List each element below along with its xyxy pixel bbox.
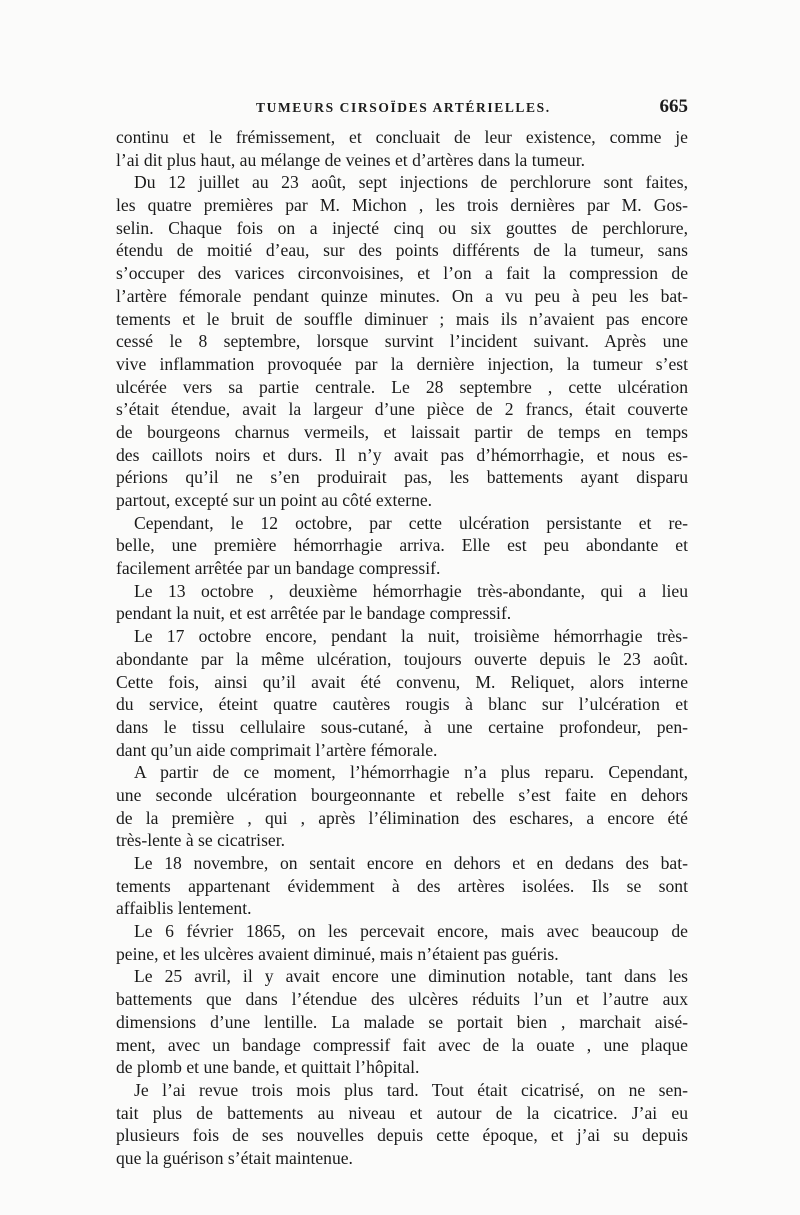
text-line: Le 25 avril, il y avait encore une diminution notable, tant dans les <box>134 966 688 987</box>
text-line: périons qu’il ne s’en produirait pas, les battements ayant disparu <box>116 467 688 488</box>
text-line: que la guérison s’était maintenue. <box>116 1147 353 1168</box>
text-line: les quatre premières par M. Michon , les trois dernières par M. Gos- <box>116 195 688 216</box>
text-line: continu et le frémissement, et concluait de leur existence, comme je <box>116 127 688 147</box>
text-line: des caillots noirs et durs. Il n’y avait pas d’hémorrhagie, et nous es- <box>116 444 688 465</box>
text-line: étendu de moitié d’eau, sur des points différents de la tumeur, sans <box>116 240 688 261</box>
text-line: Le 6 février 1865, on les percevait encore, mais avec beaucoup de <box>134 921 688 942</box>
text-line: affaiblis lentement. <box>116 898 252 919</box>
text-line: une seconde ulcération bourgeonnante et rebelle s’est faite en dehors <box>116 784 688 805</box>
text-line: Le 13 octobre , deuxième hémorrhagie très-abondante, qui a lieu <box>134 580 688 601</box>
text-line: Le 18 novembre, on sentait encore en dehors et en dedans des bat- <box>134 853 688 873</box>
text-line: très-lente à se cicatriser. <box>116 830 286 851</box>
text-line: Le 17 octobre encore, pendant la nuit, troisième hémorrhagie très- <box>134 626 688 647</box>
text-line: belle, une première hémorrhagie arriva. Elle est peu abondante et <box>116 535 688 556</box>
text-line: facilement arrêtée par un bandage compressif. <box>116 558 441 579</box>
text-line: s’était étendue, avait la largeur d’une pièce de 2 francs, était couverte <box>116 399 688 420</box>
text-line: Cette fois, ainsi qu’il avait été convenu, M. Reliquet, alors interne <box>116 671 688 692</box>
text-line: dant qu’un aide comprimait l’artère fémorale. <box>116 739 438 760</box>
text-line: A partir de ce moment, l’hémorrhagie n’a plus reparu. Cependant, <box>134 762 688 783</box>
text-line: dimensions d’une lentille. La malade se portait bien , marchait aisé- <box>116 1011 688 1032</box>
text-line: de bourgeons charnus vermeils, et laissait partir de temps en temps <box>116 421 688 442</box>
text-line: abondante par la même ulcération, toujours ouverte depuis le 23 août. <box>116 648 688 669</box>
text-line: tements et le bruit de souffle diminuer ; mais ils n’avaient pas encore <box>116 308 688 329</box>
text-line: plusieurs fois de ses nouvelles depuis cette époque, et j’ai su depuis <box>116 1125 688 1146</box>
text-line: l’artère fémorale pendant quinze minutes. On a vu peu à peu les bat- <box>116 285 688 306</box>
text-line: Du 12 juillet au 23 août, sept injections de perchlorure sont faites, <box>134 172 688 193</box>
running-title: TUMEURS CIRSOÏDES ARTÉRIELLES. <box>256 100 551 115</box>
text-line: cessé le 8 septembre, lorsque survint l’incident suivant. Après une <box>116 331 688 352</box>
text-line: tements appartenant évidemment à des artères isolées. Ils se sont <box>116 875 688 896</box>
text-line: de plomb et une bande, et quittait l’hôpital. <box>116 1057 420 1078</box>
text-line: battements que dans l’étendue des ulcères réduits l’un et l’autre aux <box>116 989 688 1010</box>
body-text <box>116 126 688 1170</box>
text-line: ment, avec un bandage compressif fait avec de la ouate , une plaque <box>116 1034 688 1055</box>
text-line: ulcérée vers sa partie centrale. Le 28 septembre , cette ulcération <box>116 376 688 397</box>
text-line: s’occuper des varices circonvoisines, et l’on a fait la compression de <box>116 263 688 284</box>
text-line: du service, éteint quatre cautères rougis à blanc sur l’ulcération et <box>116 694 688 715</box>
text-line: vive inflammation provoquée par la dernière injection, la tumeur s’est <box>116 353 688 374</box>
page-number: 665 <box>659 96 688 117</box>
text-line: l’ai dit plus haut, au mélange de veines et d’artères dans la tumeur. <box>116 149 586 170</box>
text-line: Je l’ai revue trois mois plus tard. Tout était cicatrisé, on ne sen- <box>134 1079 688 1100</box>
text-line: partout, excepté sur un point au côté externe. <box>116 490 433 510</box>
text-line: selin. Chaque fois on a injecté cinq ou six gouttes de perchlorure, <box>116 217 688 238</box>
text-line: dans le tissu cellulaire sous-cutané, à une certaine profondeur, pen- <box>116 716 688 737</box>
text-line: Cependant, le 12 octobre, par cette ulcération persistante et re- <box>134 512 688 533</box>
page-header <box>116 96 688 124</box>
text-line: tait plus de battements au niveau et autour de la cicatrice. J’ai eu <box>116 1102 688 1123</box>
text-line: de la première , qui , après l’élimination des eschares, a encore été <box>116 807 688 828</box>
text-line: pendant la nuit, et est arrêtée par le bandage compressif. <box>116 603 512 624</box>
text-line: peine, et les ulcères avaient diminué, mais n’étaient pas guéris. <box>116 943 559 964</box>
